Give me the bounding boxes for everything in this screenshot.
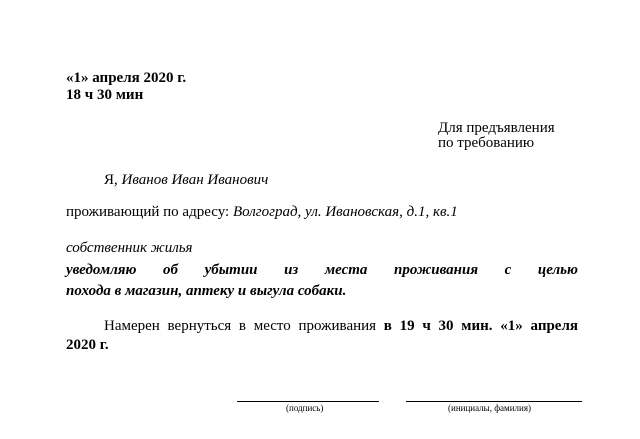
address-label: проживающий по адресу: — [66, 204, 230, 220]
owner-status: собственник жилья — [66, 240, 193, 256]
notification-line-2: похода в магазин, аптеку и выгула собаки. — [66, 283, 347, 299]
presentation-note-line-1: Для предъявления — [438, 120, 555, 136]
signature-caption: (подпись) — [286, 403, 324, 413]
address-value: Волгоград, ул. Ивановская, д.1, кв.1 — [232, 204, 458, 220]
declarant-prefix: Я, — [104, 172, 118, 188]
document-date: «1» апреля 2020 г. — [66, 70, 187, 86]
presentation-note-line-2: по требованию — [438, 135, 535, 151]
declarant-line — [104, 172, 268, 189]
return-text: Намерен вернуться в место проживания — [104, 318, 377, 334]
address-line — [66, 204, 458, 221]
return-year: 2020 г. — [66, 337, 109, 353]
name-caption: (инициалы, фамилия) — [448, 403, 531, 413]
name-line — [406, 401, 582, 402]
document-time: 18 ч 30 мин — [66, 87, 144, 103]
notification-line-1: уведомляю об убытии из места проживания с целью — [66, 262, 578, 278]
declarant-name: Иванов Иван Иванович — [121, 172, 269, 188]
return-line — [104, 318, 578, 335]
return-time: в 19 ч 30 мин. «1» апреля — [383, 318, 578, 334]
signature-line — [237, 401, 379, 402]
